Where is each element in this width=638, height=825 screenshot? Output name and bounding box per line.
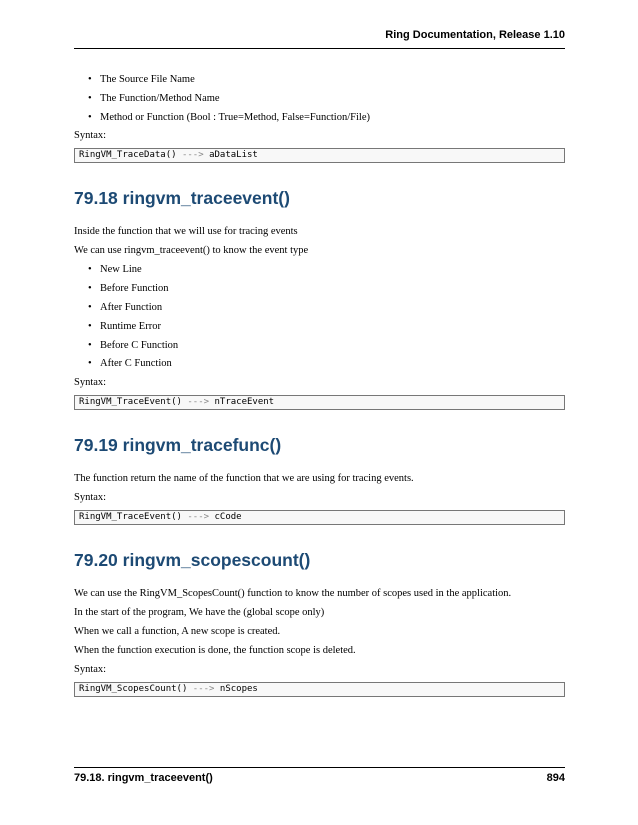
code-arrow: ---> [192,684,215,695]
code-call: RingVM_TraceEvent() [79,397,182,408]
page-content [74,73,565,697]
section-heading: 79.19 ringvm_tracefunc() [74,435,282,456]
syntax-label: Syntax: [74,377,107,389]
code-result: nScopes [219,684,258,695]
paragraph: We can use ringvm_traceevent() to know the event type [74,245,309,257]
list-item: • New Line [74,263,565,276]
event-type-list [74,263,565,370]
code-result: aDataList [209,150,258,161]
code-block [74,510,565,525]
footer-rule [74,767,565,768]
page-number: 894 [546,772,565,784]
list-item: • Runtime Error [74,320,565,333]
code-block [74,682,565,697]
list-item: • After C Function [74,357,565,370]
code-arrow: ---> [187,397,210,408]
list-item: • Before Function [74,282,565,295]
list-item: • Method or Function (Bool : True=Method, False=Function/File) [74,111,565,124]
list-item: • After Function [74,301,565,314]
list-item: • The Source File Name [74,73,565,86]
code-block [74,395,565,410]
paragraph: In the start of the program, We have the (global scope only) [74,607,325,619]
paragraph: When we call a function, A new scope is created. [74,626,281,638]
syntax-label: Syntax: [74,130,107,142]
paragraph: The function return the name of the function that we are using for tracing events. [74,473,414,485]
code-arrow: ---> [187,512,210,523]
syntax-label: Syntax: [74,492,107,504]
section-heading: 79.18 ringvm_traceevent() [74,188,290,209]
paragraph: Inside the function that we will use for tracing events [74,226,298,238]
code-result: nTraceEvent [214,397,275,408]
code-call: RingVM_ScopesCount() [79,684,188,695]
running-footer [74,772,565,784]
code-arrow: ---> [181,150,204,161]
code-block [74,148,565,163]
list-item: • Before C Function [74,339,565,352]
list-item: • The Function/Method Name [74,92,565,105]
paragraph: When the function execution is done, the function scope is deleted. [74,645,356,657]
code-call: RingVM_TraceData() [79,150,177,161]
code-call: RingVM_TraceEvent() [79,512,182,523]
header-rule [74,48,565,49]
code-result: cCode [214,512,242,523]
section-heading: 79.20 ringvm_scopescount() [74,550,311,571]
footer-section-title: 79.18. ringvm_traceevent() [74,772,213,784]
intro-bullet-list [74,73,565,124]
running-header: Ring Documentation, Release 1.10 [385,29,565,41]
syntax-label: Syntax: [74,664,107,676]
paragraph: We can use the RingVM_ScopesCount() function to know the number of scopes used in the application. [74,588,512,600]
